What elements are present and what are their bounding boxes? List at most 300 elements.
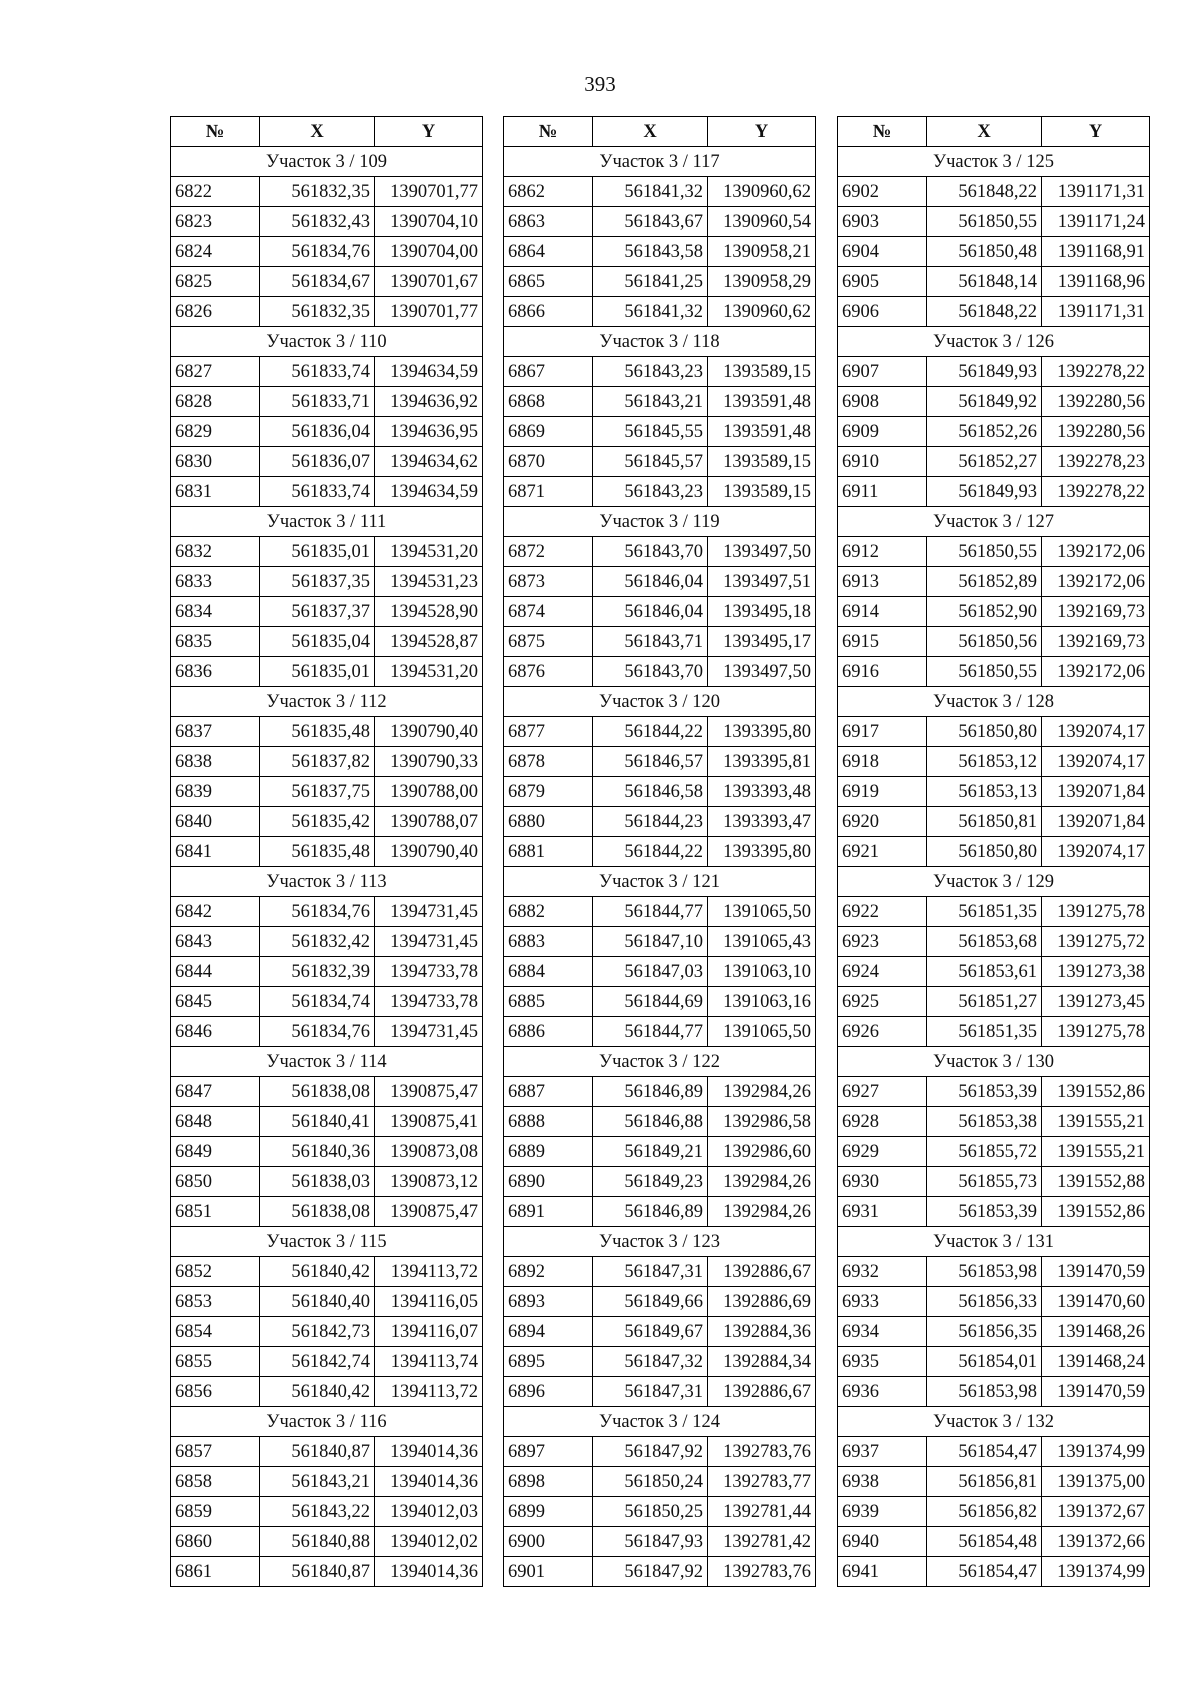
y-coordinate: 1394634,59 bbox=[375, 357, 483, 387]
y-coordinate: 1394116,07 bbox=[375, 1317, 483, 1347]
table-row bbox=[838, 387, 1150, 417]
point-number: 6932 bbox=[838, 1257, 927, 1287]
x-coordinate: 561853,98 bbox=[927, 1257, 1042, 1287]
point-number: 6896 bbox=[504, 1377, 593, 1407]
x-coordinate: 561847,31 bbox=[593, 1377, 708, 1407]
table-row bbox=[504, 1197, 816, 1227]
point-number: 6861 bbox=[171, 1557, 260, 1587]
y-coordinate: 1391275,72 bbox=[1042, 927, 1150, 957]
x-coordinate: 561837,37 bbox=[260, 597, 375, 627]
table-row bbox=[838, 1077, 1150, 1107]
table-row bbox=[838, 447, 1150, 477]
x-coordinate: 561834,74 bbox=[260, 987, 375, 1017]
section-header-row bbox=[504, 1227, 816, 1257]
point-number: 6837 bbox=[171, 717, 260, 747]
table-row bbox=[838, 747, 1150, 777]
x-coordinate: 561848,22 bbox=[927, 297, 1042, 327]
x-coordinate: 561853,61 bbox=[927, 957, 1042, 987]
x-coordinate: 561842,73 bbox=[260, 1317, 375, 1347]
y-coordinate: 1393495,17 bbox=[708, 627, 816, 657]
point-number: 6848 bbox=[171, 1107, 260, 1137]
table-row bbox=[171, 1107, 483, 1137]
section-header-row bbox=[504, 687, 816, 717]
y-coordinate: 1390704,10 bbox=[375, 207, 483, 237]
point-number: 6840 bbox=[171, 807, 260, 837]
table-row bbox=[504, 597, 816, 627]
table-row bbox=[838, 897, 1150, 927]
section-header-row bbox=[504, 147, 816, 177]
point-number: 6923 bbox=[838, 927, 927, 957]
x-coordinate: 561840,40 bbox=[260, 1287, 375, 1317]
y-coordinate: 1394531,20 bbox=[375, 657, 483, 687]
y-coordinate: 1392169,73 bbox=[1042, 627, 1150, 657]
y-coordinate: 1391372,67 bbox=[1042, 1497, 1150, 1527]
table-row bbox=[504, 1527, 816, 1557]
point-number: 6825 bbox=[171, 267, 260, 297]
point-number: 6871 bbox=[504, 477, 593, 507]
x-coordinate: 561846,89 bbox=[593, 1197, 708, 1227]
table-row bbox=[504, 1167, 816, 1197]
table-row bbox=[838, 477, 1150, 507]
point-number: 6909 bbox=[838, 417, 927, 447]
section-header-row bbox=[171, 147, 483, 177]
x-coordinate: 561853,68 bbox=[927, 927, 1042, 957]
section-header-row bbox=[838, 1227, 1150, 1257]
x-coordinate: 561850,56 bbox=[927, 627, 1042, 657]
table-row bbox=[838, 1527, 1150, 1557]
point-number: 6892 bbox=[504, 1257, 593, 1287]
x-coordinate: 561843,58 bbox=[593, 237, 708, 267]
y-coordinate: 1394528,90 bbox=[375, 597, 483, 627]
section-header-row bbox=[171, 687, 483, 717]
x-coordinate: 561854,01 bbox=[927, 1347, 1042, 1377]
header-row bbox=[504, 117, 816, 147]
section-header-row bbox=[171, 1227, 483, 1257]
y-coordinate: 1391065,50 bbox=[708, 897, 816, 927]
y-coordinate: 1392074,17 bbox=[1042, 837, 1150, 867]
x-coordinate: 561855,73 bbox=[927, 1167, 1042, 1197]
x-coordinate: 561847,92 bbox=[593, 1437, 708, 1467]
table-row bbox=[504, 1077, 816, 1107]
y-coordinate: 1391168,91 bbox=[1042, 237, 1150, 267]
table-row bbox=[838, 537, 1150, 567]
point-number: 6875 bbox=[504, 627, 593, 657]
point-number: 6876 bbox=[504, 657, 593, 687]
table-row bbox=[504, 957, 816, 987]
x-coordinate: 561835,01 bbox=[260, 657, 375, 687]
point-number: 6908 bbox=[838, 387, 927, 417]
x-coordinate: 561843,22 bbox=[260, 1497, 375, 1527]
y-coordinate: 1390960,54 bbox=[708, 207, 816, 237]
point-number: 6838 bbox=[171, 747, 260, 777]
section-title: Участок 3 / 125 bbox=[838, 147, 1150, 177]
point-number: 6859 bbox=[171, 1497, 260, 1527]
y-coordinate: 1393395,80 bbox=[708, 837, 816, 867]
y-coordinate: 1391171,31 bbox=[1042, 177, 1150, 207]
table-row bbox=[171, 447, 483, 477]
x-coordinate: 561854,47 bbox=[927, 1437, 1042, 1467]
y-coordinate: 1394014,36 bbox=[375, 1437, 483, 1467]
table-row bbox=[504, 417, 816, 447]
table-row bbox=[171, 387, 483, 417]
y-coordinate: 1393589,15 bbox=[708, 477, 816, 507]
x-coordinate: 561841,32 bbox=[593, 297, 708, 327]
table-row bbox=[838, 237, 1150, 267]
x-coordinate: 561850,48 bbox=[927, 237, 1042, 267]
section-header-row bbox=[171, 507, 483, 537]
y-coordinate: 1390873,08 bbox=[375, 1137, 483, 1167]
y-coordinate: 1390790,40 bbox=[375, 837, 483, 867]
header-row bbox=[171, 117, 483, 147]
point-number: 6851 bbox=[171, 1197, 260, 1227]
table-row bbox=[838, 567, 1150, 597]
y-coordinate: 1394636,92 bbox=[375, 387, 483, 417]
x-coordinate: 561832,43 bbox=[260, 207, 375, 237]
y-coordinate: 1391171,24 bbox=[1042, 207, 1150, 237]
y-coordinate: 1392886,67 bbox=[708, 1257, 816, 1287]
y-coordinate: 1392071,84 bbox=[1042, 807, 1150, 837]
x-coordinate: 561851,27 bbox=[927, 987, 1042, 1017]
section-title: Участок 3 / 115 bbox=[171, 1227, 483, 1257]
table-row bbox=[171, 207, 483, 237]
point-number: 6856 bbox=[171, 1377, 260, 1407]
point-number: 6864 bbox=[504, 237, 593, 267]
table-row bbox=[171, 1137, 483, 1167]
table-row bbox=[838, 1317, 1150, 1347]
table-row bbox=[504, 477, 816, 507]
y-coordinate: 1391552,88 bbox=[1042, 1167, 1150, 1197]
point-number: 6869 bbox=[504, 417, 593, 447]
x-coordinate: 561850,80 bbox=[927, 837, 1042, 867]
y-coordinate: 1391273,38 bbox=[1042, 957, 1150, 987]
table-row bbox=[838, 1437, 1150, 1467]
point-number: 6845 bbox=[171, 987, 260, 1017]
point-number: 6823 bbox=[171, 207, 260, 237]
x-coordinate: 561847,92 bbox=[593, 1557, 708, 1587]
x-coordinate: 561845,55 bbox=[593, 417, 708, 447]
table-row bbox=[504, 1137, 816, 1167]
x-coordinate: 561852,90 bbox=[927, 597, 1042, 627]
y-coordinate: 1390875,47 bbox=[375, 1197, 483, 1227]
x-coordinate: 561850,24 bbox=[593, 1467, 708, 1497]
y-coordinate: 1392280,56 bbox=[1042, 387, 1150, 417]
y-coordinate: 1394528,87 bbox=[375, 627, 483, 657]
x-coordinate: 561848,14 bbox=[927, 267, 1042, 297]
point-number: 6884 bbox=[504, 957, 593, 987]
x-coordinate: 561837,82 bbox=[260, 747, 375, 777]
table-row bbox=[838, 1167, 1150, 1197]
point-number: 6865 bbox=[504, 267, 593, 297]
point-number: 6858 bbox=[171, 1467, 260, 1497]
table-row bbox=[504, 1497, 816, 1527]
point-number: 6883 bbox=[504, 927, 593, 957]
table-row bbox=[504, 1317, 816, 1347]
x-coordinate: 561840,36 bbox=[260, 1137, 375, 1167]
x-coordinate: 561838,03 bbox=[260, 1167, 375, 1197]
table-row bbox=[504, 357, 816, 387]
header-row bbox=[838, 117, 1150, 147]
point-number: 6877 bbox=[504, 717, 593, 747]
y-coordinate: 1391552,86 bbox=[1042, 1077, 1150, 1107]
y-coordinate: 1392278,23 bbox=[1042, 447, 1150, 477]
point-number: 6922 bbox=[838, 897, 927, 927]
section-title: Участок 3 / 129 bbox=[838, 867, 1150, 897]
point-number: 6931 bbox=[838, 1197, 927, 1227]
y-coordinate: 1393589,15 bbox=[708, 447, 816, 477]
table-row bbox=[171, 657, 483, 687]
x-coordinate: 561835,48 bbox=[260, 837, 375, 867]
point-number: 6903 bbox=[838, 207, 927, 237]
section-title: Участок 3 / 117 bbox=[504, 147, 816, 177]
y-coordinate: 1394531,20 bbox=[375, 537, 483, 567]
x-coordinate: 561832,39 bbox=[260, 957, 375, 987]
table-row bbox=[838, 1107, 1150, 1137]
table-row bbox=[838, 417, 1150, 447]
section-title: Участок 3 / 124 bbox=[504, 1407, 816, 1437]
table-row bbox=[838, 1467, 1150, 1497]
section-title: Участок 3 / 126 bbox=[838, 327, 1150, 357]
x-coordinate: 561843,71 bbox=[593, 627, 708, 657]
y-coordinate: 1392886,67 bbox=[708, 1377, 816, 1407]
table-row bbox=[838, 1347, 1150, 1377]
point-number: 6889 bbox=[504, 1137, 593, 1167]
y-coordinate: 1392783,76 bbox=[708, 1437, 816, 1467]
x-coordinate: 561845,57 bbox=[593, 447, 708, 477]
y-coordinate: 1394531,23 bbox=[375, 567, 483, 597]
x-coordinate: 561847,10 bbox=[593, 927, 708, 957]
table-row bbox=[504, 1287, 816, 1317]
point-number: 6867 bbox=[504, 357, 593, 387]
point-number: 6926 bbox=[838, 1017, 927, 1047]
x-coordinate: 561840,41 bbox=[260, 1107, 375, 1137]
point-number: 6899 bbox=[504, 1497, 593, 1527]
x-coordinate: 561849,67 bbox=[593, 1317, 708, 1347]
table-row bbox=[504, 1437, 816, 1467]
x-coordinate: 561840,88 bbox=[260, 1527, 375, 1557]
y-coordinate: 1390788,07 bbox=[375, 807, 483, 837]
point-number: 6835 bbox=[171, 627, 260, 657]
table-row bbox=[171, 1167, 483, 1197]
header-y: Y bbox=[375, 117, 483, 147]
table-row bbox=[504, 567, 816, 597]
y-coordinate: 1391063,16 bbox=[708, 987, 816, 1017]
table-row bbox=[838, 927, 1150, 957]
point-number: 6927 bbox=[838, 1077, 927, 1107]
y-coordinate: 1392884,34 bbox=[708, 1347, 816, 1377]
point-number: 6874 bbox=[504, 597, 593, 627]
table-row bbox=[504, 657, 816, 687]
point-number: 6919 bbox=[838, 777, 927, 807]
point-number: 6910 bbox=[838, 447, 927, 477]
page-number: 393 bbox=[584, 72, 616, 96]
table-row bbox=[504, 837, 816, 867]
point-number: 6906 bbox=[838, 297, 927, 327]
y-coordinate: 1394014,36 bbox=[375, 1467, 483, 1497]
x-coordinate: 561833,74 bbox=[260, 357, 375, 387]
table-row bbox=[838, 267, 1150, 297]
x-coordinate: 561835,42 bbox=[260, 807, 375, 837]
x-coordinate: 561853,39 bbox=[927, 1077, 1042, 1107]
section-header-row bbox=[504, 1407, 816, 1437]
point-number: 6897 bbox=[504, 1437, 593, 1467]
table-row bbox=[171, 1377, 483, 1407]
point-number: 6935 bbox=[838, 1347, 927, 1377]
y-coordinate: 1392071,84 bbox=[1042, 777, 1150, 807]
y-coordinate: 1394113,72 bbox=[375, 1377, 483, 1407]
point-number: 6917 bbox=[838, 717, 927, 747]
point-number: 6834 bbox=[171, 597, 260, 627]
y-coordinate: 1394634,62 bbox=[375, 447, 483, 477]
section-title: Участок 3 / 128 bbox=[838, 687, 1150, 717]
point-number: 6879 bbox=[504, 777, 593, 807]
point-number: 6893 bbox=[504, 1287, 593, 1317]
y-coordinate: 1393497,51 bbox=[708, 567, 816, 597]
x-coordinate: 561833,71 bbox=[260, 387, 375, 417]
table-row bbox=[838, 657, 1150, 687]
table-row bbox=[838, 297, 1150, 327]
header-x: X bbox=[260, 117, 375, 147]
x-coordinate: 561849,21 bbox=[593, 1137, 708, 1167]
section-header-row bbox=[838, 147, 1150, 177]
y-coordinate: 1390960,62 bbox=[708, 297, 816, 327]
table-row bbox=[171, 1257, 483, 1287]
point-number: 6880 bbox=[504, 807, 593, 837]
x-coordinate: 561843,23 bbox=[593, 477, 708, 507]
y-coordinate: 1394636,95 bbox=[375, 417, 483, 447]
point-number: 6873 bbox=[504, 567, 593, 597]
x-coordinate: 561847,31 bbox=[593, 1257, 708, 1287]
y-coordinate: 1394116,05 bbox=[375, 1287, 483, 1317]
section-title: Участок 3 / 122 bbox=[504, 1047, 816, 1077]
x-coordinate: 561849,92 bbox=[927, 387, 1042, 417]
y-coordinate: 1391468,26 bbox=[1042, 1317, 1150, 1347]
point-number: 6914 bbox=[838, 597, 927, 627]
point-number: 6915 bbox=[838, 627, 927, 657]
point-number: 6939 bbox=[838, 1497, 927, 1527]
y-coordinate: 1391468,24 bbox=[1042, 1347, 1150, 1377]
x-coordinate: 561834,67 bbox=[260, 267, 375, 297]
point-number: 6850 bbox=[171, 1167, 260, 1197]
y-coordinate: 1392984,26 bbox=[708, 1167, 816, 1197]
y-coordinate: 1391275,78 bbox=[1042, 1017, 1150, 1047]
y-coordinate: 1393393,47 bbox=[708, 807, 816, 837]
table-row bbox=[171, 267, 483, 297]
x-coordinate: 561832,42 bbox=[260, 927, 375, 957]
y-coordinate: 1391470,59 bbox=[1042, 1377, 1150, 1407]
point-number: 6937 bbox=[838, 1437, 927, 1467]
section-header-row bbox=[838, 327, 1150, 357]
y-coordinate: 1390960,62 bbox=[708, 177, 816, 207]
x-coordinate: 561851,35 bbox=[927, 897, 1042, 927]
section-header-row bbox=[838, 1047, 1150, 1077]
y-coordinate: 1394634,59 bbox=[375, 477, 483, 507]
point-number: 6842 bbox=[171, 897, 260, 927]
table-row bbox=[504, 1107, 816, 1137]
point-number: 6890 bbox=[504, 1167, 593, 1197]
x-coordinate: 561853,39 bbox=[927, 1197, 1042, 1227]
header-y: Y bbox=[1042, 117, 1150, 147]
y-coordinate: 1392172,06 bbox=[1042, 567, 1150, 597]
y-coordinate: 1394113,74 bbox=[375, 1347, 483, 1377]
section-header-row bbox=[171, 1407, 483, 1437]
y-coordinate: 1392278,22 bbox=[1042, 477, 1150, 507]
y-coordinate: 1392986,58 bbox=[708, 1107, 816, 1137]
section-header-row bbox=[171, 1047, 483, 1077]
x-coordinate: 561856,82 bbox=[927, 1497, 1042, 1527]
y-coordinate: 1393395,81 bbox=[708, 747, 816, 777]
table-row bbox=[504, 1467, 816, 1497]
table-row bbox=[838, 1257, 1150, 1287]
x-coordinate: 561835,04 bbox=[260, 627, 375, 657]
y-coordinate: 1392172,06 bbox=[1042, 657, 1150, 687]
x-coordinate: 561852,26 bbox=[927, 417, 1042, 447]
x-coordinate: 561847,93 bbox=[593, 1527, 708, 1557]
point-number: 6824 bbox=[171, 237, 260, 267]
x-coordinate: 561856,33 bbox=[927, 1287, 1042, 1317]
section-header-row bbox=[171, 327, 483, 357]
x-coordinate: 561852,27 bbox=[927, 447, 1042, 477]
section-title: Участок 3 / 110 bbox=[171, 327, 483, 357]
table-row bbox=[171, 1017, 483, 1047]
table-row bbox=[504, 897, 816, 927]
x-coordinate: 561842,74 bbox=[260, 1347, 375, 1377]
point-number: 6933 bbox=[838, 1287, 927, 1317]
point-number: 6888 bbox=[504, 1107, 593, 1137]
y-coordinate: 1393393,48 bbox=[708, 777, 816, 807]
point-number: 6829 bbox=[171, 417, 260, 447]
table-row bbox=[838, 1557, 1150, 1587]
table-row bbox=[838, 1197, 1150, 1227]
y-coordinate: 1391171,31 bbox=[1042, 297, 1150, 327]
y-coordinate: 1391065,43 bbox=[708, 927, 816, 957]
x-coordinate: 561844,77 bbox=[593, 1017, 708, 1047]
point-number: 6881 bbox=[504, 837, 593, 867]
y-coordinate: 1391065,50 bbox=[708, 1017, 816, 1047]
table-row bbox=[504, 177, 816, 207]
y-coordinate: 1394731,45 bbox=[375, 927, 483, 957]
y-coordinate: 1390958,21 bbox=[708, 237, 816, 267]
section-title: Участок 3 / 109 bbox=[171, 147, 483, 177]
section-header-row bbox=[838, 687, 1150, 717]
table-row bbox=[171, 1557, 483, 1587]
y-coordinate: 1393495,18 bbox=[708, 597, 816, 627]
y-coordinate: 1392984,26 bbox=[708, 1197, 816, 1227]
x-coordinate: 561850,55 bbox=[927, 207, 1042, 237]
y-coordinate: 1392074,17 bbox=[1042, 717, 1150, 747]
table-row bbox=[171, 567, 483, 597]
x-coordinate: 561846,57 bbox=[593, 747, 708, 777]
x-coordinate: 561837,75 bbox=[260, 777, 375, 807]
table-row bbox=[171, 1287, 483, 1317]
y-coordinate: 1392280,56 bbox=[1042, 417, 1150, 447]
y-coordinate: 1393395,80 bbox=[708, 717, 816, 747]
y-coordinate: 1392886,69 bbox=[708, 1287, 816, 1317]
x-coordinate: 561838,08 bbox=[260, 1077, 375, 1107]
table-row bbox=[504, 207, 816, 237]
table-row bbox=[171, 1197, 483, 1227]
y-coordinate: 1391374,99 bbox=[1042, 1557, 1150, 1587]
section-title: Участок 3 / 119 bbox=[504, 507, 816, 537]
table-row bbox=[504, 1557, 816, 1587]
point-number: 6827 bbox=[171, 357, 260, 387]
table-row bbox=[171, 1437, 483, 1467]
table-row bbox=[838, 957, 1150, 987]
table-row bbox=[171, 777, 483, 807]
x-coordinate: 561832,35 bbox=[260, 297, 375, 327]
x-coordinate: 561849,66 bbox=[593, 1287, 708, 1317]
y-coordinate: 1391470,59 bbox=[1042, 1257, 1150, 1287]
point-number: 6905 bbox=[838, 267, 927, 297]
